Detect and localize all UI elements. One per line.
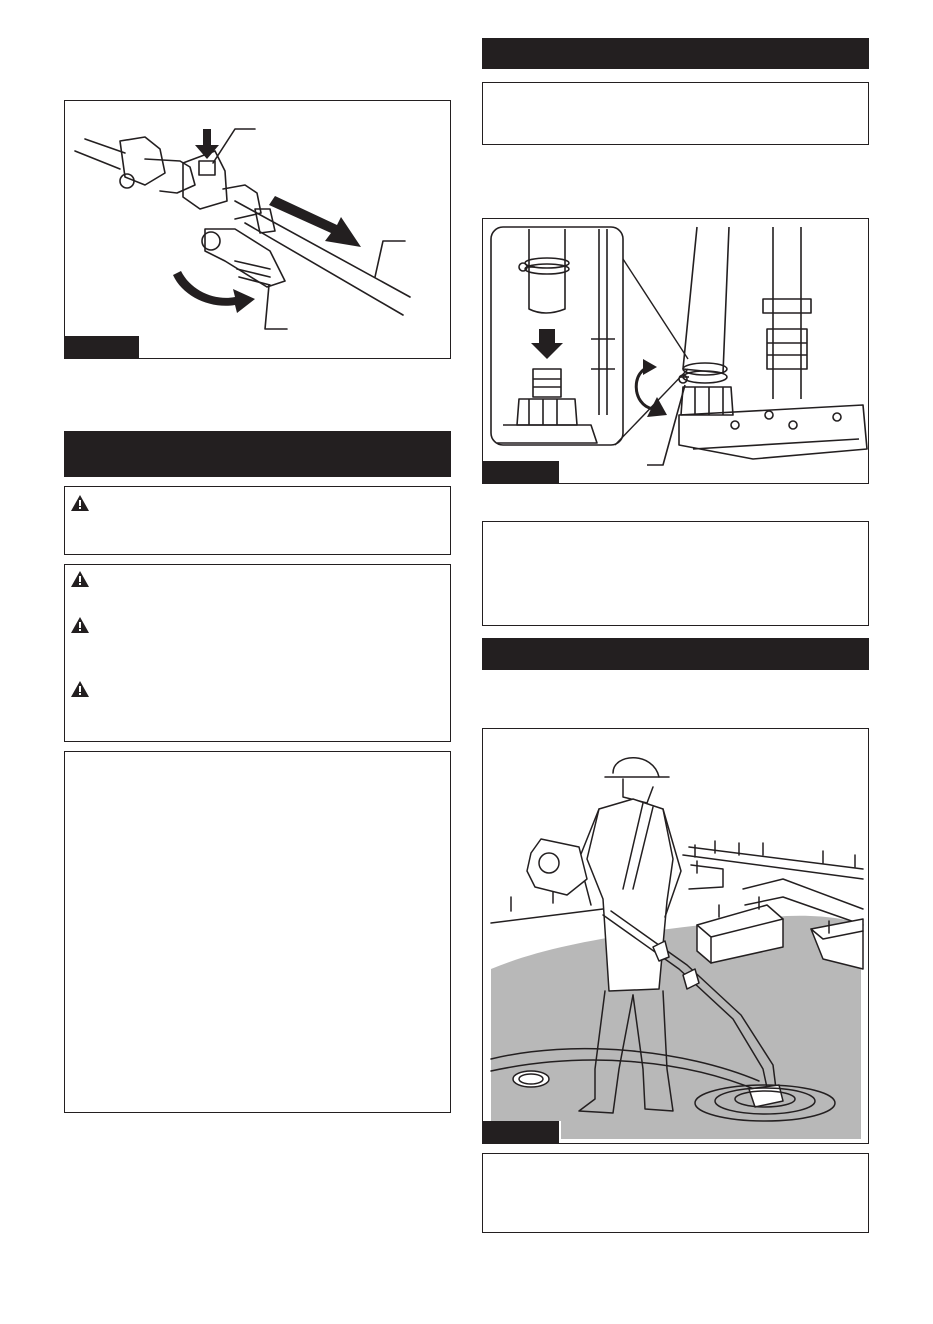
note-box: [482, 1153, 869, 1233]
worker-operation-illustration: [483, 729, 869, 1144]
section-header-bar: [64, 431, 451, 477]
figure-number-tab: [483, 461, 559, 483]
warning-triangle-icon: [71, 617, 89, 633]
figure-worker-operation: [482, 728, 869, 1144]
figure-number-tab: [483, 1121, 559, 1143]
warning-notice-box: [64, 486, 451, 555]
warning-triangle-icon: [71, 495, 89, 511]
section-header-bar: [482, 38, 869, 69]
figure-number-tab: [65, 336, 139, 358]
section-header-bar: [482, 638, 869, 670]
note-box-large: [64, 751, 451, 1113]
note-box: [482, 521, 869, 626]
warning-notice-box-multi: [64, 564, 451, 742]
warning-triangle-icon: [71, 571, 89, 587]
note-box: [482, 82, 869, 145]
figure-hose-connection: [482, 218, 869, 484]
warning-triangle-icon: [71, 681, 89, 697]
hose-connection-illustration: [483, 219, 869, 484]
figure-pole-release: [64, 100, 451, 359]
pole-release-illustration: [65, 101, 451, 359]
